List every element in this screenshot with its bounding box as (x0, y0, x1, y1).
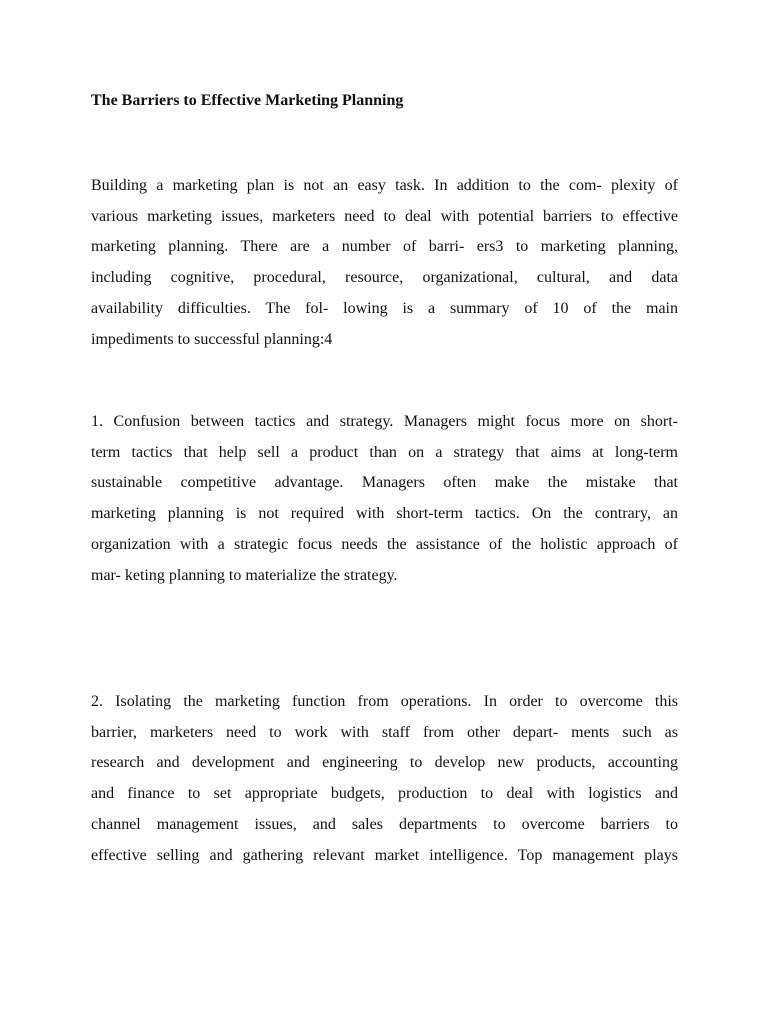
text-line: term tactics that help sell a product than on a strategy that aims at long-term (91, 443, 678, 461)
text-line: barrier, marketers need to work with staff from other depart- ments such as (91, 723, 678, 741)
list-item-paragraph-1 (91, 407, 678, 591)
text-line: channel management issues, and sales departments to overcome barriers to (91, 815, 678, 833)
text-line: research and development and engineering to develop new products, accounting (91, 754, 678, 772)
list-item-paragraph-2 (91, 687, 678, 871)
text-line: availability difficulties. The fol- lowing is a summary of 10 of the main (91, 299, 678, 317)
text-line: sustainable competitive advantage. Managers often make the mistake that (91, 474, 678, 492)
intro-paragraph (91, 171, 678, 355)
text-line: marketing planning. There are a number of barri- ers3 to marketing planning, (91, 238, 678, 256)
text-line: effective selling and gathering relevant market intelligence. Top management plays (91, 846, 678, 864)
text-line: 1. Confusion between tactics and strategy. Managers might focus more on short- (91, 413, 678, 430)
text-line: Building a marketing plan is not an easy task. In addition to the com- plexity of (91, 177, 678, 194)
text-line: mar- keting planning to materialize the strategy. (91, 566, 398, 584)
text-line: marketing planning is not required with short-term tactics. On the contrary, an (91, 505, 678, 523)
text-line: organization with a strategic focus needs the assistance of the holistic approach of (91, 535, 678, 553)
document-title: The Barriers to Effective Marketing Planning (91, 92, 404, 109)
text-line: including cognitive, procedural, resource, organizational, cultural, and data (91, 269, 678, 287)
text-line: 2. Isolating the marketing function from operations. In order to overcome this (91, 693, 678, 710)
text-line: and finance to set appropriate budgets, production to deal with logistics and (91, 785, 678, 803)
text-line: various marketing issues, marketers need to deal with potential barriers to effective (91, 207, 678, 225)
text-line: impediments to successful planning:4 (91, 330, 333, 348)
